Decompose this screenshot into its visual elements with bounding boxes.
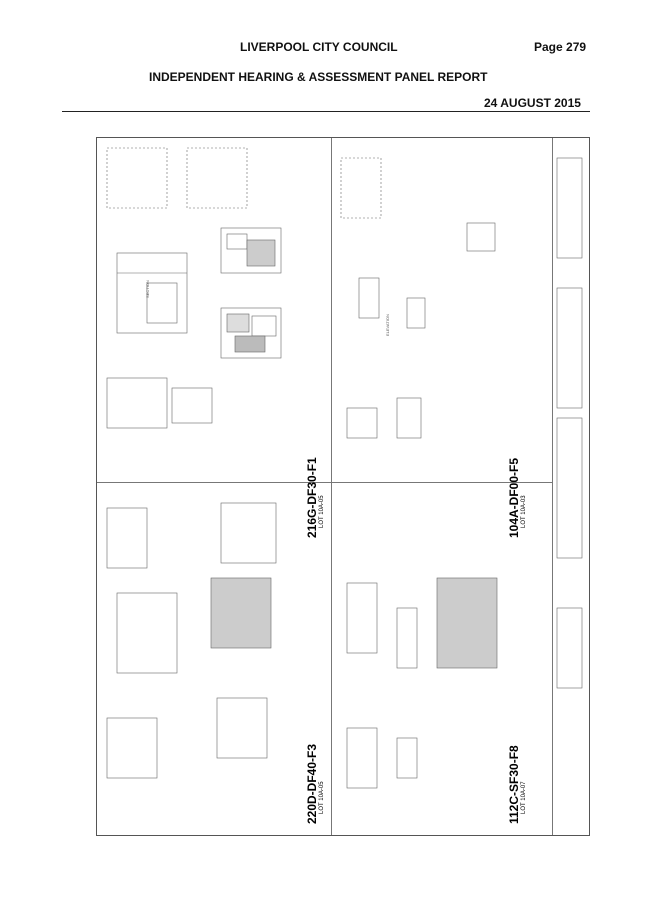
lot-label: LOT 10A-03 (521, 495, 527, 528)
design-title: 216G-DF30-F1 (305, 457, 319, 538)
report-title: INDEPENDENT HEARING & ASSESSMENT PANEL REPORT (149, 70, 488, 84)
lot-label: LOT 10A-05 (319, 495, 325, 528)
drawing-caption: ELEVATION (385, 314, 390, 336)
council-name: LIVERPOOL CITY COUNCIL (240, 40, 398, 54)
header-rule (62, 111, 590, 112)
page-number: Page 279 (534, 40, 587, 54)
report-date: 24 AUGUST 2015 (484, 96, 581, 110)
drawing-sheet (96, 137, 590, 836)
design-title: 220D-DF40-F3 (305, 743, 319, 824)
lot-label: LOT 10A-05 (319, 781, 325, 814)
drawing-caption: SECTION (145, 280, 150, 298)
design-title: 104A-DF00-F5 (507, 457, 521, 538)
design-title: 112C-SF30-F8 (507, 745, 521, 824)
lot-label: LOT 10A-07 (521, 781, 527, 814)
